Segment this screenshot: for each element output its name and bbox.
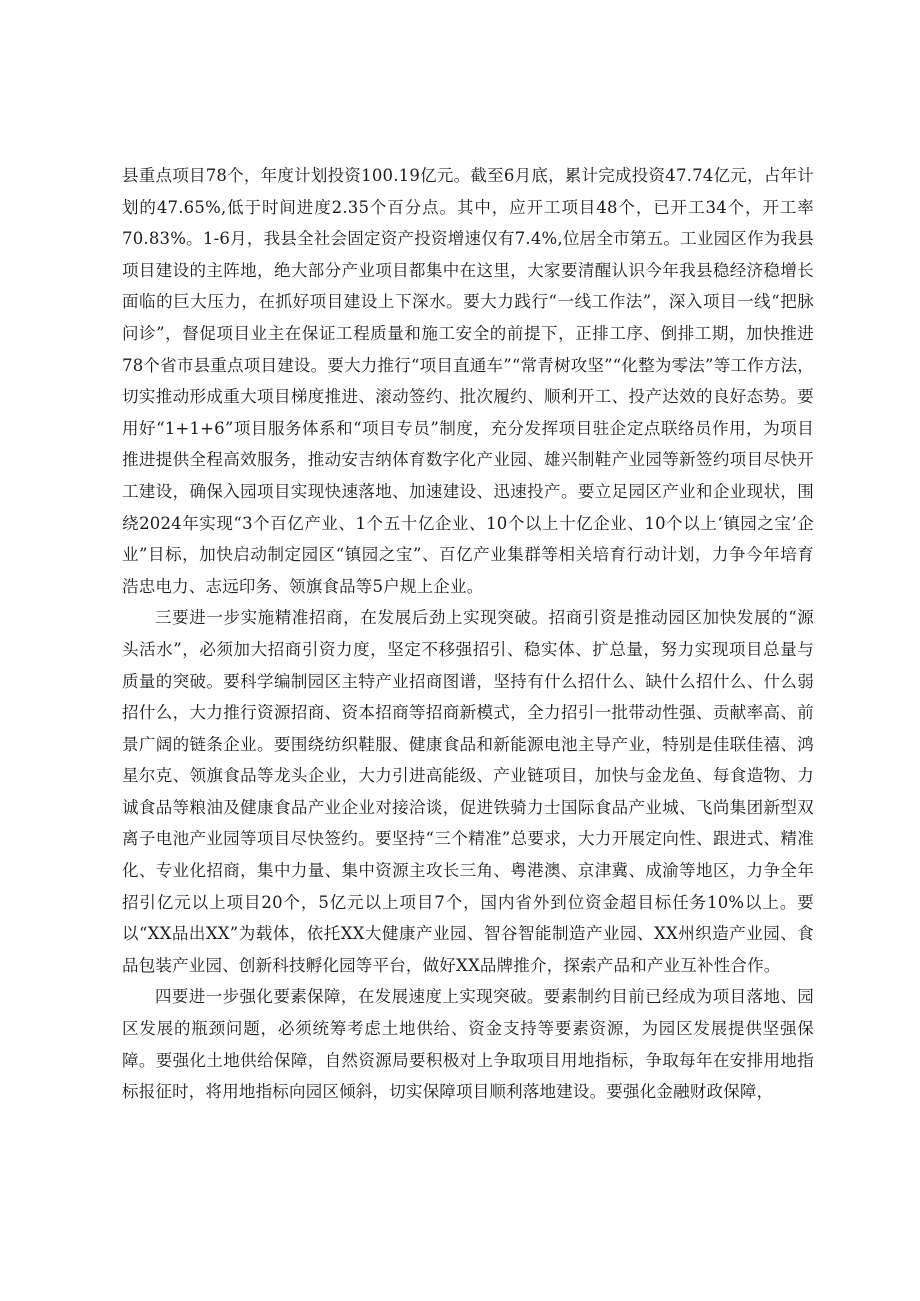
document-body bbox=[122, 160, 814, 1108]
paragraph-factor-guarantee: 四要进一步强化要素保障，在发展速度上实现突破。要素制约目前已经成为项目落地、园区发展的瓶颈问题，必须统筹考虑土地供给、资金支持等要素资源，为园区发展提供坚强保障。要强化土地供给保障，自然资源局要积极对上争取项目用地指标，争取每年在安排用地指标报征时，将用地指标向园区倾斜，切实保障项目顺利落地建设。要强化金融财政保障， bbox=[122, 987, 814, 1102]
paragraph-project-construction: 县重点项目78个，年度计划投资100.19亿元。截至6月底，累计完成投资47.74亿元，占年计划的47.65%,低于时间进度2.35个百分点。其中，应开工项目48个，已开工34个，开工率70.83%。1-6月，我县全社会固定资产投资增速仅有7.4%,位居全市第五。工业园区作为我县项目建设的主阵地，绝大部分产业项目都集中在这里，大家要清醒认识今年我县稳经济稳增长面临的巨大压力，在抓好项目建设上下深水。要大力践行“一线工作法”，深入项目一线“把脉问诊”，督促项目业主在保证工程质量和施工安全的前提下，正排工序、倒排工期，加快推进78个省市县重点项目建设。要大力推行“项目直通车”“常青树攻坚”“化整为零法”等工作方法，切实推动形成重大项目梯度推进、滚动签约、批次履约、顺利开工、投产达效的良好态势。要用好“1+1+6”项目服务体系和“项目专员”制度，充分发挥项目驻企定点联络员作用，为项目推进提供全程高效服务，推动安吉纳体育数字化产业园、雄兴制鞋产业园等新签约项目尽快开工建设，确保入园项目实现快速落地、加速建设、迅速投产。要立足园区产业和企业现状，围绕2024年实现“3个百亿产业、1个五十亿企业、10个以上十亿企业、10个以上‘镇园之宝’企业”目标，加快启动制定园区“镇园之宝”、百亿产业集群等相关培育行动计划，力争今年培育浩忠电力、志远印务、领旗食品等5户规上企业。 bbox=[122, 166, 814, 596]
paragraph-precise-investment: 三要进一步实施精准招商，在发展后劲上实现突破。招商引资是推动园区加快发展的“源头活水”，必须加大招商引资力度，坚定不移强招引、稳实体、扩总量，努力实现项目总量与质量的突破。要科学编制园区主特产业招商图谱，坚持有什么招什么、缺什么招什么、什么弱招什么，大力推行资源招商、资本招商等招商新模式，全力招引一批带动性强、贡献率高、前景广阔的链条企业。要围绕纺织鞋服、健康食品和新能源电池主导产业，特别是佳联佳禧、鸿星尔克、领旗食品等龙头企业，大力引进高能级、产业链项目，加快与金龙鱼、每食造物、力诚食品等粮油及健康食品产业企业对接洽谈，促进铁骑力士国际食品产业城、飞尚集团新型双离子电池产业园等项目尽快签约。要坚持“三个精准”总要求，大力开展定向性、跟进式、精准化、专业化招商，集中力量、集中资源主攻长三角、粤港澳、京津冀、成渝等地区，力争全年招引亿元以上项目20个，5亿元以上项目7个，国内省外到位资金超目标任务10%以上。要以“XX品出XX”为载体，依托XX大健康产业园、智谷智能制造产业园、XX州织造产业园、食品包装产业园、创新科技孵化园等平台，做好XX品牌推介，探索产品和产业互补性合作。 bbox=[122, 608, 814, 975]
